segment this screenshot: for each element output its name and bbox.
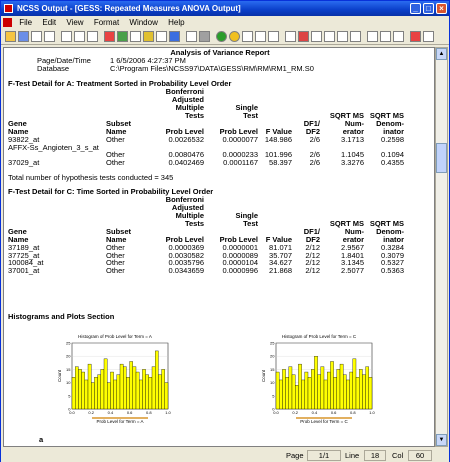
y-tick-label: 20	[66, 353, 71, 359]
cell-df: 2/12	[305, 250, 320, 260]
cell-gene: 37029_at	[8, 157, 40, 167]
cell-single-prob: 0.0000104	[222, 258, 258, 267]
cell-num: 3.1713	[341, 135, 364, 144]
histogram-bar	[295, 385, 298, 409]
status-col-value: 60	[408, 450, 432, 461]
report-document[interactable]	[3, 47, 435, 447]
histogram-bar	[311, 369, 314, 409]
histogram-bar	[369, 377, 372, 409]
help-icon[interactable]	[423, 31, 434, 42]
histogram-bar	[107, 383, 110, 409]
toolbar-icon-21[interactable]	[298, 31, 309, 42]
x-tick-label: 1.0	[369, 410, 375, 415]
header-name2: Name	[106, 235, 127, 244]
toolbar-icon-20[interactable]	[285, 31, 296, 42]
histogram-bar	[120, 364, 123, 409]
histogram-bar	[75, 367, 78, 409]
histogram-bar	[282, 369, 285, 409]
header-fvalue: F Value	[265, 235, 292, 244]
cell-gene: 93822_at	[8, 135, 40, 144]
histogram-bar	[340, 364, 343, 409]
y-tick-label: 15	[66, 366, 71, 372]
header-subset: Subset	[106, 227, 132, 236]
footer-mark: a	[39, 435, 44, 444]
cell-gene: 37725_at	[8, 250, 40, 260]
histogram-bar	[117, 375, 120, 409]
open-icon[interactable]	[5, 31, 16, 42]
cell-df: 2/6	[309, 135, 320, 144]
histogram-bar	[286, 377, 289, 409]
header-prob: Prob Level	[165, 235, 204, 244]
header-erator: erator	[342, 235, 364, 244]
histogram-bar	[289, 367, 292, 409]
toolbar-icon-17[interactable]	[242, 31, 253, 42]
run-icon[interactable]	[169, 31, 180, 42]
histogram-bar	[321, 367, 324, 409]
cell-df: 2/6	[309, 157, 320, 167]
cell-denom: 0.5363	[381, 265, 404, 275]
x-tick-label: 0.2	[88, 410, 94, 415]
cell-num: 2.9567	[341, 243, 364, 252]
cell-num: 1.8401	[341, 250, 364, 260]
vertical-scrollbar[interactable]	[435, 47, 448, 447]
database-label: Database	[37, 64, 70, 73]
cell-df: 2/12	[305, 258, 320, 267]
y-tick-label: 0	[272, 406, 275, 412]
cell-single-prob: 0.0000077	[222, 135, 258, 144]
header-denom: Denom-	[376, 119, 404, 128]
status-line-value: 18	[364, 450, 386, 461]
toolbar-icon-29[interactable]	[410, 31, 421, 42]
cell-single-prob: 0.0000996	[222, 265, 258, 275]
header-adjusted: Adjusted	[171, 95, 204, 104]
cell-df: 2/12	[305, 265, 320, 275]
status-col-label: Col	[392, 451, 404, 460]
cell-denom: 0.1094	[381, 150, 404, 159]
histogram-bar	[165, 383, 168, 409]
cell-fvalue: 21.868	[269, 265, 292, 275]
menu-help[interactable]: Help	[168, 18, 185, 27]
x-tick-label: 0.4	[311, 410, 318, 415]
cell-gene: 37001_at	[8, 265, 40, 275]
section2-title: F-Test Detail for C: Time Sorted in Probability Level Order	[8, 187, 214, 196]
maximize-button[interactable]: □	[423, 3, 434, 14]
histogram-bar	[324, 380, 327, 409]
header-name: Name	[8, 127, 29, 136]
histogram-bar	[292, 375, 295, 409]
histogram-bar	[88, 364, 91, 409]
header-inator: inator	[383, 235, 404, 244]
y-axis-label: Count	[261, 369, 266, 383]
cell-subset: Other	[106, 258, 125, 267]
histogram-bar	[359, 369, 362, 409]
window-title: NCSS Output - [GESS: Repeated Measures ANOVA Output]	[17, 4, 241, 13]
header-name2: Name	[106, 127, 127, 136]
header-single: Single	[235, 211, 258, 220]
header-sqrtms-1: SQRT MS	[329, 111, 364, 120]
menu-window[interactable]: Window	[129, 18, 158, 27]
report-title: Analysis of Variance Report	[170, 48, 270, 57]
document-icon	[3, 18, 12, 27]
histogram-bar	[91, 383, 94, 409]
menu-view[interactable]: View	[66, 18, 84, 27]
histogram-bar	[133, 367, 136, 409]
cell-denom: 0.3079	[381, 250, 404, 260]
histogram-bar	[78, 369, 81, 409]
cell-fvalue: 35.707	[269, 250, 292, 260]
histogram-title: Histogram of Prob Level for Term = A	[78, 334, 152, 339]
cell-subset: Other	[106, 250, 125, 260]
total-tests-note: Total number of hypothesis tests conducted = 345	[8, 173, 174, 182]
histogram-bar	[110, 372, 113, 409]
histogram-bar	[318, 375, 321, 409]
cell-subset: Other	[106, 135, 125, 144]
histogram-bar	[82, 372, 85, 409]
cell-single-prob: 0.0001167	[223, 157, 258, 167]
header-erator: erator	[342, 127, 364, 136]
x-axis-label: Prob Level for Term = C	[300, 419, 348, 424]
histogram-c	[260, 331, 378, 435]
toolbar-icon-26[interactable]	[367, 31, 378, 42]
histogram-bar	[136, 372, 139, 409]
histogram-bar	[101, 369, 104, 409]
histogram-bar	[155, 351, 158, 409]
x-tick-label: 0.6	[330, 410, 337, 415]
cell-num: 1.1045	[341, 150, 364, 159]
header-df2: DF2	[305, 127, 320, 136]
histogram-bar	[346, 380, 349, 409]
y-tick-label: 10	[270, 380, 275, 386]
histogram-bar	[72, 377, 75, 409]
histogram-a	[56, 331, 174, 435]
cell-fvalue: 101.996	[264, 150, 292, 159]
cell-gene: AFFX-Ss_Angioten_3_s_at	[8, 142, 99, 152]
histogram-bar	[126, 377, 129, 409]
histogram-bar	[114, 380, 117, 409]
cell-df: 2/6	[309, 150, 320, 159]
histogram-bar	[162, 369, 165, 409]
y-tick-label: 25	[66, 340, 71, 346]
scroll-up-arrow[interactable]: ▲	[436, 48, 447, 60]
header-sqrtms-1: SQRT MS	[329, 219, 364, 228]
cell-bonf-prob: 0.0035796	[168, 258, 204, 267]
circle-icon[interactable]	[229, 31, 240, 42]
y-tick-label: 5	[68, 393, 71, 399]
cell-single-prob: 0.0000233	[222, 150, 258, 159]
histogram-bar	[98, 375, 101, 409]
database-value: C:\Program Files\NCSS97\DATA\GESS\RM\RM\RM1_RM.S0	[110, 64, 314, 73]
y-tick-label: 10	[66, 380, 71, 386]
cell-fvalue: 81.071	[269, 243, 292, 252]
histogram-bar	[152, 367, 155, 409]
header-adjusted: Adjusted	[171, 203, 204, 212]
scroll-thumb[interactable]	[436, 143, 447, 173]
cell-num: 3.1345	[341, 258, 364, 267]
header-gene: Gene	[8, 227, 27, 236]
histogram-bar	[139, 380, 142, 409]
cell-single-prob: 0.0000089	[222, 250, 258, 260]
header-tests: Tests	[184, 219, 204, 228]
histogram-bar	[350, 372, 353, 409]
cut-icon[interactable]	[61, 31, 72, 42]
minimize-button[interactable]: _	[410, 3, 421, 14]
histogram-bar	[305, 372, 308, 409]
histogram-bar	[146, 375, 149, 409]
cell-fvalue: 148.986	[264, 135, 292, 144]
histogram-bar	[362, 375, 365, 409]
page-date-value: 1 6/5/2006 4:27:37 PM	[110, 56, 186, 65]
cell-gene: 100084_at	[8, 258, 44, 267]
cell-denom: 0.3284	[381, 243, 404, 252]
histogram-bar	[334, 377, 337, 409]
cell-df: 2/12	[305, 243, 320, 252]
menu-file[interactable]: File	[19, 18, 33, 27]
toolbar-icon-14[interactable]	[199, 31, 210, 42]
histogram-bar	[337, 369, 340, 409]
cell-subset: Other	[106, 265, 125, 275]
output-icon[interactable]	[156, 31, 167, 42]
data-icon[interactable]	[104, 31, 115, 42]
histogram-bar	[123, 367, 126, 409]
toolbar-icon-22[interactable]	[311, 31, 322, 42]
histogram-bar	[158, 375, 161, 409]
x-axis-label: Prob Level for Term = A	[96, 419, 144, 424]
section1-title: F-Test Detail for A: Treatment Sorted in Probability Level Order	[8, 79, 232, 88]
toolbar-icon-18[interactable]	[255, 31, 266, 42]
cell-gene: 37189_at	[8, 243, 40, 252]
toolbar-icon-23[interactable]	[324, 31, 335, 42]
scroll-down-arrow[interactable]: ▼	[436, 434, 447, 446]
header-tests: Tests	[184, 111, 204, 120]
status-page-label: Page	[286, 451, 304, 460]
cell-fvalue: 34.627	[269, 258, 292, 267]
globe-icon[interactable]	[216, 31, 227, 42]
histogram-bar	[366, 367, 369, 409]
table-icon[interactable]	[130, 31, 141, 42]
cell-bonf-prob: 0.0080476	[168, 150, 204, 159]
header-multiple: Multiple	[175, 103, 204, 112]
cell-denom: 0.2598	[381, 135, 404, 144]
header-test: Test	[243, 111, 258, 120]
histogram-bar	[353, 359, 356, 409]
histogram-bar	[104, 359, 107, 409]
cell-bonf-prob: 0.0026532	[168, 135, 204, 144]
header-df1: DF1/	[303, 119, 320, 128]
x-tick-label: 0.0	[69, 410, 75, 415]
cell-bonf-prob: 0.0030582	[168, 250, 204, 260]
cell-num: 2.5077	[341, 265, 364, 275]
header-prob: Prob Level	[165, 127, 204, 136]
histogram-bar	[142, 369, 145, 409]
app-icon	[4, 4, 13, 13]
y-tick-label: 15	[270, 366, 275, 372]
header-name: Name	[8, 235, 29, 244]
histogram-bar	[343, 375, 346, 409]
menu-bar	[1, 16, 449, 29]
histogram-bar	[308, 377, 311, 409]
cell-single-prob: 0.0000001	[222, 243, 258, 252]
header-df1: DF1/	[303, 227, 320, 236]
histogram-bar	[314, 356, 317, 409]
title-bar	[1, 1, 449, 16]
status-bar	[1, 449, 449, 462]
histogram-bar	[298, 364, 301, 409]
cell-fvalue: 58.397	[269, 157, 292, 167]
header-fvalue: F Value	[265, 127, 292, 136]
x-tick-label: 0.8	[146, 410, 152, 415]
histogram-bar	[149, 377, 152, 409]
histograms-title: Histograms and Plots Section	[8, 312, 115, 321]
histogram-bar	[279, 380, 282, 409]
histogram-bar	[276, 372, 279, 409]
cell-subset: Other	[106, 243, 125, 252]
histogram-bar	[327, 372, 330, 409]
histogram-title: Histogram of Prob Level for Term = C	[281, 334, 357, 339]
header-bonferroni: Bonferroni	[165, 87, 204, 96]
header-prob2: Prob Level	[219, 235, 258, 244]
cell-num: 3.3276	[341, 157, 364, 167]
header-inator: inator	[383, 127, 404, 136]
y-tick-label: 5	[272, 393, 275, 399]
header-sqrtms-2: SQRT MS	[369, 111, 404, 120]
save-icon[interactable]	[18, 31, 29, 42]
procedure-icon[interactable]	[143, 31, 154, 42]
cell-subset: Other	[106, 157, 125, 167]
header-num: Num-	[344, 227, 364, 236]
cell-bonf-prob: 0.0343659	[168, 265, 204, 275]
header-multiple: Multiple	[175, 211, 204, 220]
x-tick-label: 0.6	[126, 410, 133, 415]
cell-bonf-prob: 0.0402469	[168, 157, 204, 167]
toolbar	[1, 29, 449, 45]
x-tick-label: 1.0	[165, 410, 171, 415]
preview-icon[interactable]	[44, 31, 55, 42]
paste-icon[interactable]	[87, 31, 98, 42]
chart-icon[interactable]	[117, 31, 128, 42]
toolbar-icon-19[interactable]	[268, 31, 279, 42]
page-date-label: Page/Date/Time	[37, 56, 91, 65]
header-bonferroni: Bonferroni	[165, 195, 204, 204]
toolbar-icon-24[interactable]	[337, 31, 348, 42]
menu-format[interactable]: Format	[93, 18, 120, 27]
cell-denom: 0.4355	[381, 157, 404, 167]
y-axis-label: Count	[57, 369, 62, 383]
y-tick-label: 20	[270, 353, 275, 359]
histogram-bar	[130, 361, 133, 409]
cell-denom: 0.5327	[381, 258, 404, 267]
cell-bonf-prob: 0.0000369	[168, 243, 204, 252]
status-page-value: 1/1	[307, 450, 341, 461]
close-button[interactable]: ×	[436, 3, 447, 14]
print-icon[interactable]	[31, 31, 42, 42]
cell-subset: Other	[106, 150, 125, 159]
x-tick-label: 0.0	[273, 410, 279, 415]
header-num: Num-	[344, 119, 364, 128]
histogram-bar	[330, 361, 333, 409]
histogram-bar	[302, 380, 305, 409]
header-gene: Gene	[8, 119, 27, 128]
histogram-bar	[85, 380, 88, 409]
header-sqrtms-2: SQRT MS	[369, 219, 404, 228]
histogram-bar	[94, 377, 97, 409]
y-tick-label: 0	[68, 406, 71, 412]
header-prob2: Prob Level	[219, 127, 258, 136]
histogram-bar	[356, 377, 359, 409]
x-tick-label: 0.2	[292, 410, 298, 415]
find-icon[interactable]	[186, 31, 197, 42]
toolbar-icon-28[interactable]	[393, 31, 404, 42]
header-df2: DF2	[305, 235, 320, 244]
x-tick-label: 0.8	[350, 410, 356, 415]
copy-icon[interactable]	[74, 31, 85, 42]
x-tick-label: 0.4	[107, 410, 114, 415]
toolbar-icon-27[interactable]	[380, 31, 391, 42]
toolbar-icon-25[interactable]	[350, 31, 361, 42]
menu-edit[interactable]: Edit	[42, 18, 57, 27]
header-subset: Subset	[106, 119, 132, 128]
status-line-label: Line	[345, 451, 360, 460]
header-test: Test	[243, 219, 258, 228]
y-tick-label: 25	[270, 340, 275, 346]
header-denom: Denom-	[376, 227, 404, 236]
header-single: Single	[235, 103, 258, 112]
